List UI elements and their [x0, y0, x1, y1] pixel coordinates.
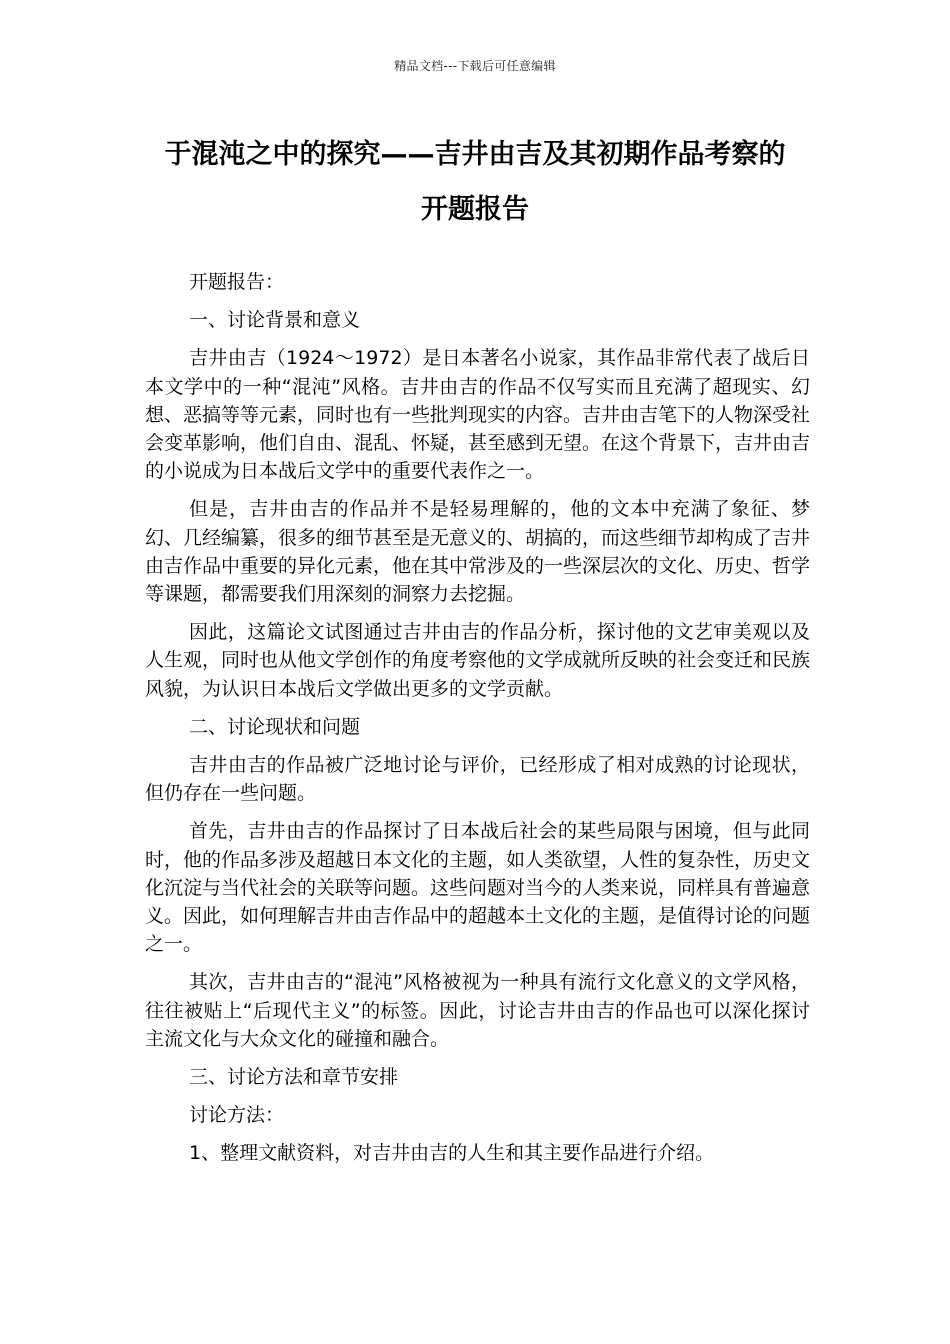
section-heading-background: 一、讨论背景和意义 — [189, 309, 361, 332]
section-heading-status: 二、讨论现状和问题 — [189, 715, 361, 738]
paragraph-status-3: 其次，吉井由吉的“混沌”风格被视为一种具有流行文化意义的文学风格，往往被贴上“后现代主义”的标签。因此，讨论吉井由吉的作品也可以深化探讨主流文化与大众文化的碰撞和融合。 — [145, 971, 810, 1050]
label-method: 讨论方法： — [189, 1104, 285, 1127]
document-title-line-1: 于混沌之中的探究——吉井由吉及其初期作品考察的 — [164, 139, 786, 170]
paragraph-background-1: 吉井由吉（1924～1972）是日本著名小说家，其作品非常代表了战后日本文学中的一种“混沌”风格。吉井由吉的作品不仅写实而且充满了超现实、幻想、恶搞等等元素，同时也有一些批判现实的内容。吉井由吉笔下的人物深受社会变革影响，他们自由、混乱、怀疑，甚至感到无望。在这个背景下，吉井由吉的小说成为日本战后文学中的重要代表作之一。 — [145, 347, 811, 483]
label-proposal: 开题报告： — [189, 271, 285, 293]
header-note: 精品文档---下载后可任意编辑 — [394, 59, 556, 73]
section-heading-method: 三、讨论方法和章节安排 — [189, 1066, 399, 1089]
paragraph-status-1: 吉井由吉的作品被广泛地讨论与评价，已经形成了相对成熟的讨论现状，但仍存在一些问题。 — [145, 754, 810, 805]
paragraph-background-3: 因此，这篇论文试图通过吉井由吉的作品分析，探讨他的文艺审美观以及人生观，同时也从他文学创作的角度考察他的文学成就所反映的社会变迁和民族风貌，为认识日本战后文学做出更多的文学贡献。 — [145, 621, 811, 700]
paragraph-status-2: 首先，吉井由吉的作品探讨了日本战后社会的某些局限与困境，但与此同时，他的作品多涉及超越日本文化的主题，如人类欲望，人性的复杂性，历史文化沉淀与当代社会的关联等问题。这些问题对当今的人类来说，同样具有普遍意义。因此，如何理解吉井由吉作品中的超越本土文化的主题，是值得讨论的问题之一。 — [145, 820, 811, 956]
document-body — [145, 268, 810, 1178]
paragraph-background-2: 但是，吉井由吉的作品并不是轻易理解的，他的文本中充满了象征、梦幻、几经编纂，很多的细节甚至是无意义的、胡搞的，而这些细节却构成了吉井由吉作品中重要的异化元素，他在其中常涉及的一些深层次的文化、历史、哲学等课题，都需要我们用深刻的洞察力去挖掘。 — [145, 498, 811, 606]
document-title-line-2: 开题报告 — [421, 194, 529, 225]
method-item-1: 1、整理文献资料，对吉井由吉的人生和其主要作品进行介绍。 — [189, 1142, 715, 1165]
